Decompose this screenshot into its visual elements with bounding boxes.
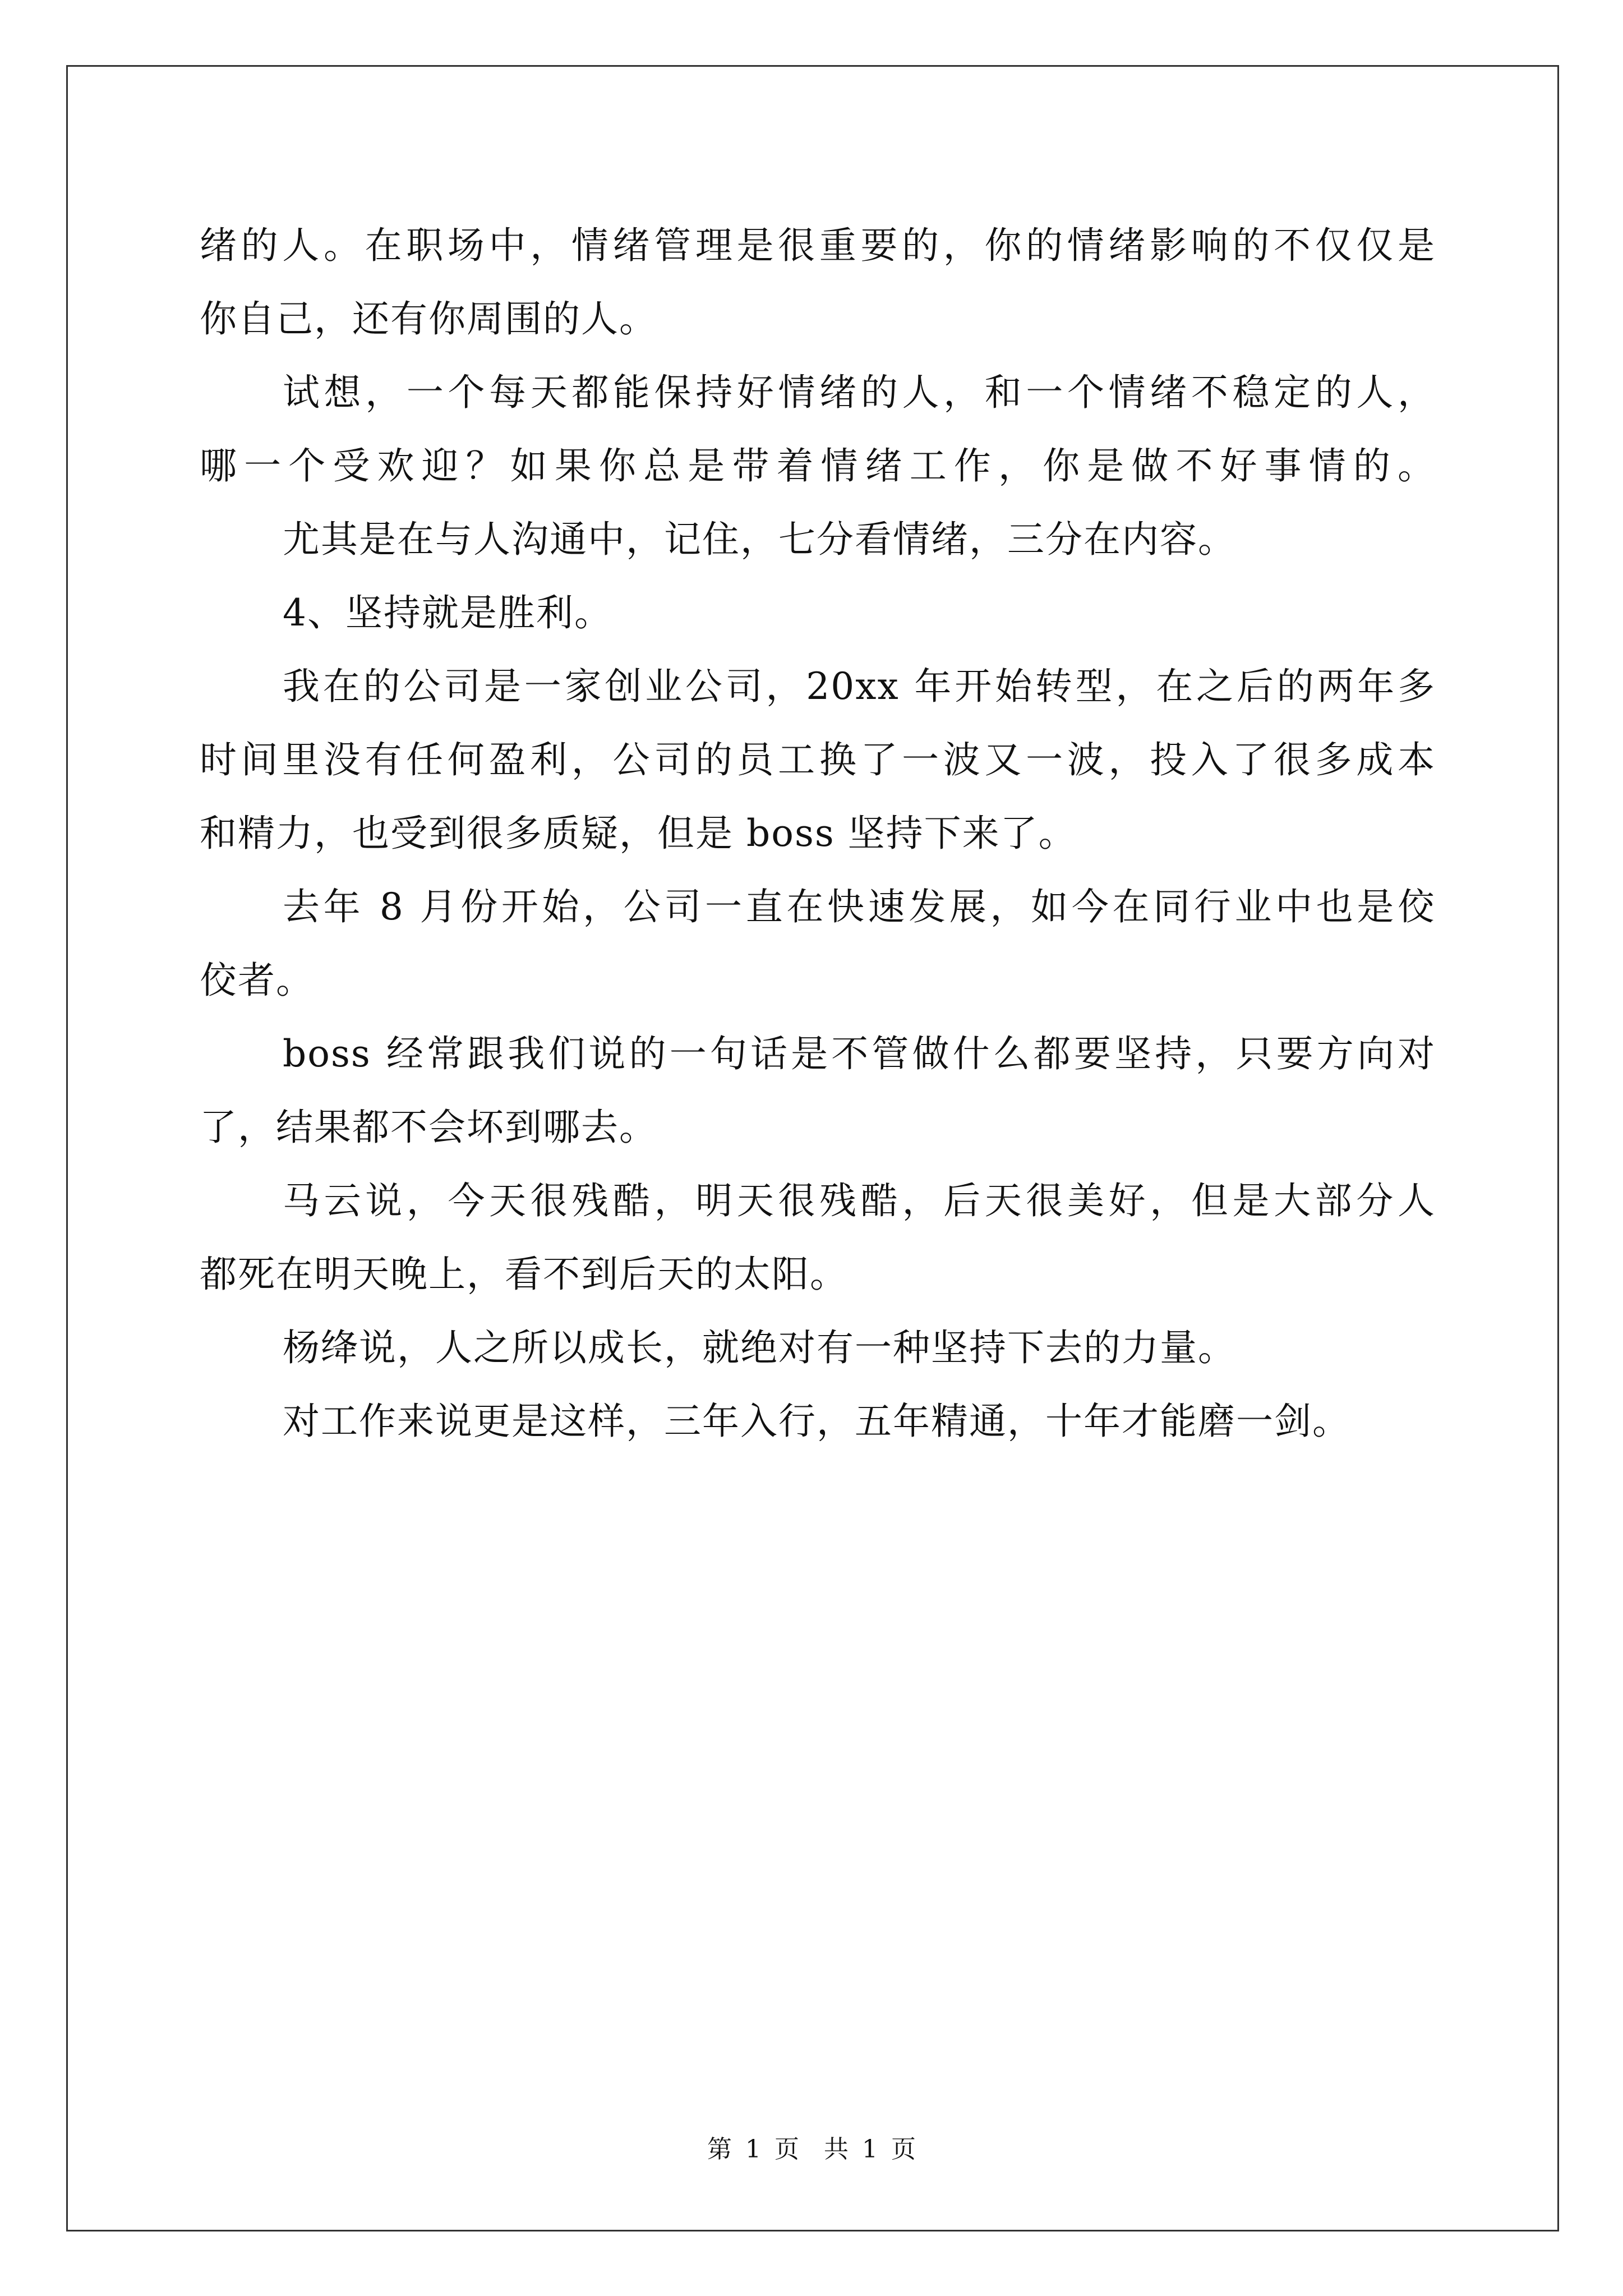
text-line: 了，结果都不会坏到哪去。 <box>200 1106 657 1149</box>
text-line: 马云说，今天很残酷，明天很残酷，后天很美好，但是大部分人 <box>283 1179 1436 1222</box>
text-line: 你自己，还有你周围的人。 <box>200 297 657 341</box>
page-number-footer: 第 1 页 共 1 页 <box>707 2135 916 2164</box>
text-line: 都死在明天晚上，看不到后天的太阳。 <box>200 1253 848 1296</box>
text-line: 我在的公司是一家创业公司，20xx 年开始转型，在之后的两年多 <box>283 665 1436 708</box>
section-heading: 4、坚持就是胜利。 <box>283 591 612 634</box>
text-line: 绪的人。在职场中，情绪管理是很重要的，你的情绪影响的不仅仅是 <box>200 224 1436 267</box>
text-line: 佼者。 <box>200 959 314 1002</box>
text-line: 哪一个受欢迎？如果你总是带着情绪工作，你是做不好事情的。 <box>200 444 1436 487</box>
text-line: 去年 8 月份开始，公司一直在快速发展，如今在同行业中也是佼 <box>283 885 1436 928</box>
text-line: 对工作来说更是这样，三年入行，五年精通，十年才能磨一剑。 <box>283 1400 1350 1443</box>
text-line: 尤其是在与人沟通中，记住，七分看情绪，三分在内容。 <box>283 518 1236 561</box>
text-line: 杨绛说，人之所以成长，就绝对有一种坚持下去的力量。 <box>283 1326 1236 1369</box>
text-line: 时间里没有任何盈利，公司的员工换了一波又一波，投入了很多成本 <box>200 738 1436 781</box>
document-body <box>200 209 1436 1458</box>
text-line: 试想，一个每天都能保持好情绪的人，和一个情绪不稳定的人， <box>283 371 1436 414</box>
text-line: 和精力，也受到很多质疑，但是 boss 坚持下来了。 <box>200 812 1077 855</box>
text-line: boss 经常跟我们说的一句话是不管做什么都要坚持，只要方向对 <box>283 1032 1436 1075</box>
